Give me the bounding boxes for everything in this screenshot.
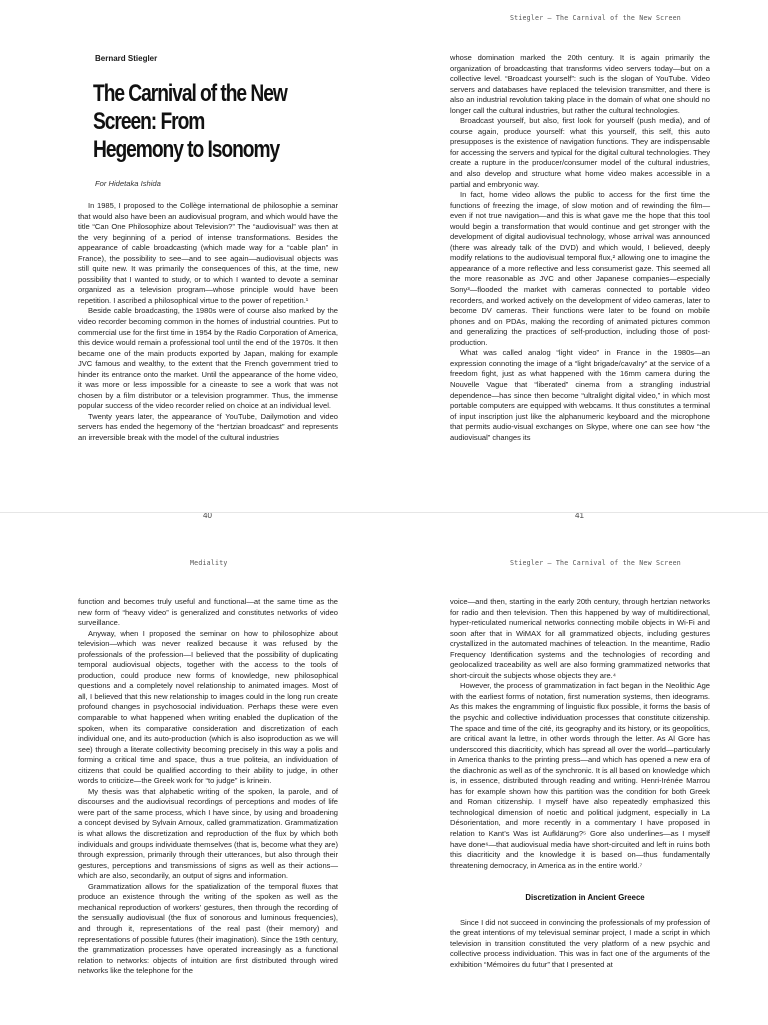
paragraph: Since I did not succeed in convincing the professionals of my profession of the great intentions of my televisual seminar project, I made a script in which television in transition constituted the very platform of a new psychic and collective process individuation. This was in fact one of the arguments of the exhibition “Mémoires du futur” that I presented at	[450, 917, 710, 969]
article-title: The Carnival of the New Screen: From Hegemony to Isonomy	[93, 80, 287, 163]
page-43	[384, 513, 768, 1025]
paragraph: whose domination marked the 20th century. It is again primarily the organization of broadcasting that transforms video servers today—but on a collective level. “Broadcast yourself”: such is the slogan of YouTube. Video servers and databases have replaced the television transmitter, and there is also an industrial revolution taking place in the domain of what one should no longer call the cultural industries, but rather the cultural technologies.	[450, 53, 710, 115]
body-column	[450, 597, 710, 971]
paragraph: Grammatization allows for the spatialization of the temporal fluxes that produce an existence through the writing of the spoken as well as the mechanical reproduction of workers’ gestures, then through the recording of the sensually audiovisual (the flux of sonorous and luminous frequencies), and through it, representations of the real past (their memory) and representations of possible futures (their imagination). Since the 19th century, the grammatization processes have operated increasingly as a functional relation to networks: objects of intuition are first distributed through wired networks like the telephone for the	[78, 881, 338, 976]
running-head: Mediality	[190, 559, 228, 567]
paragraph: My thesis was that alphabetic writing of the spoken, la parole, and of discourses and the audiovisual recordings of perceptions and modes of life were part of the same process, which I have since, by using and broadening a concept devised by Sylvain Arnoux, called grammatization. Grammatization is what allows the discretization and reproduction of the flux by which both individuals and groups individuate themselves (that is, become what they are) through expression, primarily through their utterances, but also through their gestures, perceptions and transmissions of signs as well as their actions—which are also, secondarily, an output of signs and information.	[78, 786, 338, 881]
page-42	[0, 513, 384, 1025]
page-number: 40	[203, 511, 212, 520]
paragraph: In 1985, I proposed to the Collège international de philosophie a seminar that would also have been an audiovisual program, and which would have the title “Can One Philosophize about Television?” The “audiovisual” was then at the very beginning of a period of intense transformations. Besides the appearance of cable broadcasting (which made way for a “cable plan” in France), the possibility to see—and to see again—audiovisual objects was still quite new. It was primarily the consequences of this, at the time, new possibility that I wanted to study, or to which I wanted to devote a seminar organized as a television program—whose principle would have been repetition. I ascribed a philosophical virtue to the power of repetition.¹	[78, 201, 338, 305]
paragraph: In fact, home video allows the public to access for the first time the functions of freezing the image, of slow motion and of rewinding the film—even if not true navigation—and this is what gave me the hope that this tool would begin a transformation that would continue and get stronger with the development of digital audiovisual technology, whose arrival was announced (there was already talk of the DVD) and which would, I believed, deeply modify relations to the audiovisual temporal flux,² allowing one to imagine the appearance of a more reflective and less consumerist gaze. This seemed all the more reasonable as JVC and other Japanese companies—especially Sony³—flooded the market with cameras connected to portable video recorders, and worked actively on the development of video cameras, later to become DV cameras. Their functions were later to be found on mobile phones and on PDAs, making the recording of animated pictures common and generalizing the practices of self-production, including those of post-production.	[450, 190, 710, 347]
paragraph: Broadcast yourself, but also, first look for yourself (push media), and of course again, produce yourself: what this yourself, this self, this auto presupposes is the existence of navigation functions. They are indispensable for accessing the servers and typical for the digital cultural technologies. They create a rupture in the producer/consumer model of the cultural industries, and also develop and structure what home video makes accessible in a partial and embryonic way.	[450, 116, 710, 189]
dedication: For Hidetaka Ishida	[95, 179, 161, 188]
body-column	[78, 201, 338, 444]
bottom-spread	[0, 512, 768, 1024]
running-head: Stiegler – The Carnival of the New Screen	[510, 14, 681, 22]
paragraph: Twenty years later, the appearance of YouTube, Dailymotion and video servers has ended the hegemony of the “hertzian broadcast” and represents an irreversible break with the model of the cultural industries	[78, 411, 338, 443]
paragraph: However, the process of grammatization in fact began in the Neolithic Age with the earliest forms of notation, first numeration systems, then ideograms. As this makes the engramming of linguistic flux possible, it forms the basis of the psychic and collective individuation processes that constitute citizenship. The space and time of the cité, its geography and its history, or its geopolitics, are critical avant la lettre, in other words through the letter. As Al Gore has underscored this diacriticity, which has spread all over the world—particularly in America thanks to the printing press—and which has opened a new era of the diachronic as well as of the synchronic. It is all based on knowledge which is, in essence, distributed through reading and writing. Henri-Irénée Marrou has for example shown how this partition was the condition for both Greek and Roman citizenship. I myself have also repeatedly emphasized this technological dimension of noetic and political judgment, especially in La Désorientation, and more recently in a commentary I have proposed in relation to Kant’s Was ist Aufklärung?⁵ Gore also underlines—as I myself have done⁶—that audiovisual media have short-circuited and left in ruins both this diacriticity and the knowledge it is based on—thus fundamentally threatening democracy, in America as in the entire world.⁷	[450, 681, 710, 870]
paragraph: voice—and then, starting in the early 20th century, through hertzian networks for radio and then television. Then this happened by way of multidirectional, hyper-reticulated numerical networks connecting mobile objects in Wi-Fi and soon after that in WiMAX for all grammatized objects, including gestures crystallized in the automated machines of teleaction. In the meantime, Radio Frequency Identification systems and the technologies of recording and geolocalized traceability as well are also forming grammatized networks that short-circuit the subjects whose objects they are.⁴	[450, 597, 710, 680]
paragraph: Anyway, when I proposed the seminar on how to philosophize about television—which was never realized because it was refused by the professionals of the profession—I believed that the possibility of duplicating temporal audiovisual objects, together with the access to the tools of production, could produce new forms of knowledge, new philosophical questions and a completely novel relationship to animated images. Most of all, I believed that this new relationship to images could in the long run create profound changes in psychosocial individuation. Perhaps these were even comparable to what happened when writing enabled the duplication of the spoken, when its comparative consideration and discretization of each individual one, and its auto-production (which is also isoproduction as we will see) through a literate collectivity becoming precisely in this way a polis and forming a critical time and space, thus a true politeia, an individuation of citizens that could be qualified according to their ability to judge, in other words to criticize—the Greek work for “to judge” is krinein.	[78, 628, 338, 786]
running-head: Stiegler – The Carnival of the New Screen	[510, 559, 681, 567]
page-number: 41	[575, 511, 584, 520]
section-heading: Discretization in Ancient Greece	[525, 893, 645, 903]
page-40	[0, 0, 384, 520]
page-41	[384, 0, 768, 520]
author-name: Bernard Stiegler	[95, 54, 158, 63]
body-column	[78, 597, 338, 977]
paragraph: Beside cable broadcasting, the 1980s were of course also marked by the video recorder becoming common in the homes of industrial countries. Put to commercial use for the first time in 1954 by the Radio Corporation of America, this device would remain a professional tool until the end of the 1970s. It then became one of the main products exported by Japan, making for example JVC famous and wealthy, to the extent that the French government tried to hinder its entrance onto the market. Until the appearance of the home video, it was more or less impossible for a cineaste to see a work that was not chosen by a film distributor or a television programmer. Thus, the immense popular success of the video recorder relied on choice at an individual level.	[78, 306, 338, 411]
paragraph: What was called analog “light video” in France in the 1980s—an expression connoting the image of a “light brigade/cavalry” at the service of a freedom fight, just as what happened with the 16mm camera during the Nouvelle Vague that “liberated” cinema from a strangling industrial dependence—has since then become “ultralight digital video,” in which most portable computers are equipped with webcams. It thus constitutes a terminal of input inscription just like the alphanumeric keyboard and the microphone that permits audio-visual exchanges on Skype, where one can see how “the audiovisual” changes its	[450, 348, 710, 442]
body-column	[450, 53, 710, 443]
paragraph: function and becomes truly useful and functional—at the same time as the new form of “heavy video” is generalized and constitutes networks of video surveillance.	[78, 597, 338, 628]
